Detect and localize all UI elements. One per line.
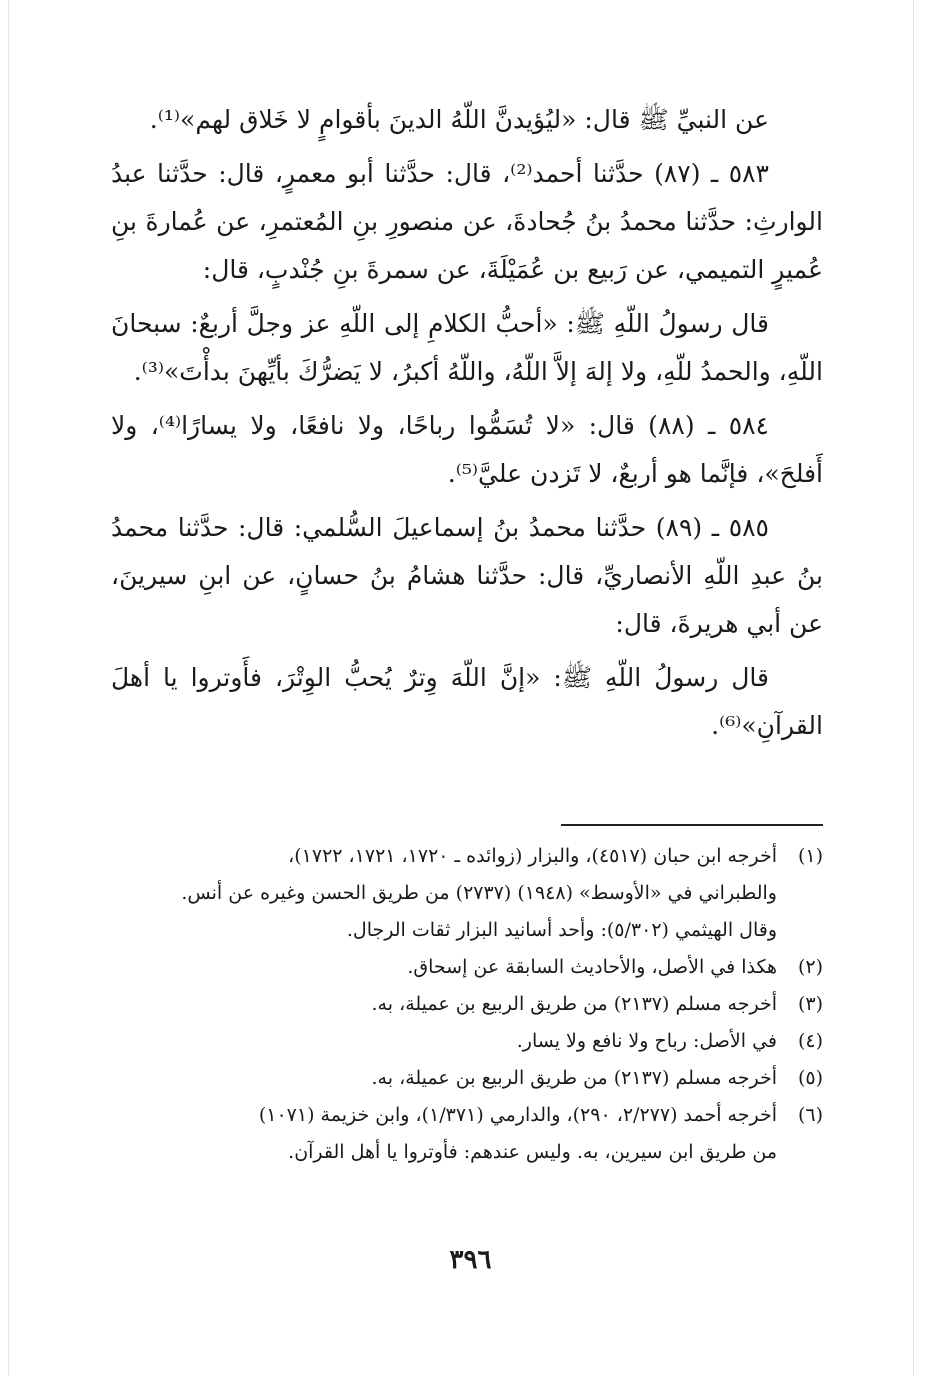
footnote-line: من طريق ابن سيرين، به. وليس عندهم: فأوتروا يا أهل القرآن. [288, 1141, 777, 1163]
footnote-4 [111, 1023, 823, 1060]
footnote-line: أخرجه ابن حبان (٤٥١٧)، والبزار (زوائده ـ ١٧٢٠، ١٧٢١، ١٧٢٢)، [288, 845, 777, 867]
main-text [111, 96, 823, 756]
paragraph-583-isnad: ٥٨٣ ـ (٨٧) حدَّثنا أحمد⁽²⁾، قال: حدَّثنا أبو معمرٍ، قال: حدَّثنا عبدُ الوارثِ: حدَّثنا محمدُ بنُ جُحادةَ، عن منصورِ بنِ المُعتمرِ، عن عُمارةَ بنِ عُميرٍ التميمي، عن رَبيع بن عُمَيْلَةَ، عن سمرةَ بنِ جُنْدبٍ، قال: [111, 159, 823, 284]
footnote-2 [111, 949, 823, 986]
footnote-line: هكذا في الأصل، والأحاديث السابقة عن إسحاق. [407, 956, 777, 978]
scan-edge-right [913, 0, 914, 1375]
footnote-text [111, 949, 777, 986]
paragraph-584: ٥٨٤ ـ (٨٨) قال: «لا تُسَمُّوا رباحًا، ولا نافعًا، ولا يسارًا⁽⁴⁾، ولا أَفلحَ»، فإنَّما هو أربعٌ، لا تَزدن عليَّ⁽⁵⁾. [111, 411, 823, 488]
footnotes [111, 838, 823, 1171]
footnote-text [111, 1023, 777, 1060]
footnote-text [111, 986, 777, 1023]
footnote-1 [111, 838, 823, 949]
footnote-3 [111, 986, 823, 1023]
footnote-number: (٦) [797, 1104, 823, 1126]
footnote-line: أخرجه مسلم (٢١٣٧) من طريق الربيع بن عميلة، به. [371, 1067, 777, 1089]
footnote-line: والطبراني في «الأوسط» (١٩٤٨) (٢٧٣٧) من طريق الحسن وغيره عن أنس. [181, 882, 777, 904]
paragraph-583-matn: قال رسولُ اللّهِ ﷺ: «أحبُّ الكلامِ إلى اللّهِ عز وجلَّ أربعٌ: سبحانَ اللّهِ، والحمدُ للّهِ، ولا إلهَ إلاَّ اللّهُ، واللّهُ أكبرُ، لا يَضرُّكَ بأيِّهنَ بدأْتَ»⁽³⁾. [111, 309, 823, 386]
footnote-number: (٢) [797, 956, 823, 978]
scan-edge-left [8, 0, 9, 1375]
page-number: ٣٩٦ [449, 1245, 492, 1275]
paragraph-585-matn: قال رسولُ اللّهِ ﷺ: «إنَّ اللّهَ وِترٌ يُحبُّ الوِتْرَ، فأَوتروا يا أهلَ القرآنِ»⁽⁶⁾. [111, 663, 823, 740]
paragraph-hadith-intro: عن النبيِّ ﷺ قال: «ليُؤيدنَّ اللّهُ الدينَ بأقوامٍ لا خَلاق لهم»⁽¹⁾. [149, 105, 769, 134]
footnote-line: وقال الهيثمي (٥/٣٠٢): وأحد أسانيد البزار ثقات الرجال. [346, 919, 777, 941]
footnote-6 [111, 1097, 823, 1171]
footnote-line: أخرجه مسلم (٢١٣٧) من طريق الربيع بن عميلة، به. [371, 993, 777, 1015]
footnote-5 [111, 1060, 823, 1097]
footnote-number: (٤) [797, 1030, 823, 1052]
footnote-number: (١) [797, 845, 823, 867]
footnote-text [111, 1097, 777, 1171]
footnote-text [111, 1060, 777, 1097]
footnote-line: في الأصل: رباح ولا نافع ولا يسار. [516, 1030, 777, 1052]
footnote-line: أخرجه أحمد (٢/٢٧٧، ٢٩٠)، والدارمي (١/٣٧١)، وابن خزيمة (١٠٧١) [258, 1104, 777, 1126]
footnote-text [111, 838, 777, 949]
footnote-number: (٥) [797, 1067, 823, 1089]
paragraph-585-isnad: ٥٨٥ ـ (٨٩) حدَّثنا محمدُ بنُ إسماعيلَ السُّلمي: قال: حدَّثنا محمدُ بنُ عبدِ اللّهِ الأنصاريِّ، قال: حدَّثنا هشامُ بنُ حسانٍ، عن ابنِ سيرينَ، عن أبي هريرةَ، قال: [111, 513, 823, 638]
footnote-separator [561, 824, 823, 826]
footnote-number: (٣) [797, 993, 823, 1015]
